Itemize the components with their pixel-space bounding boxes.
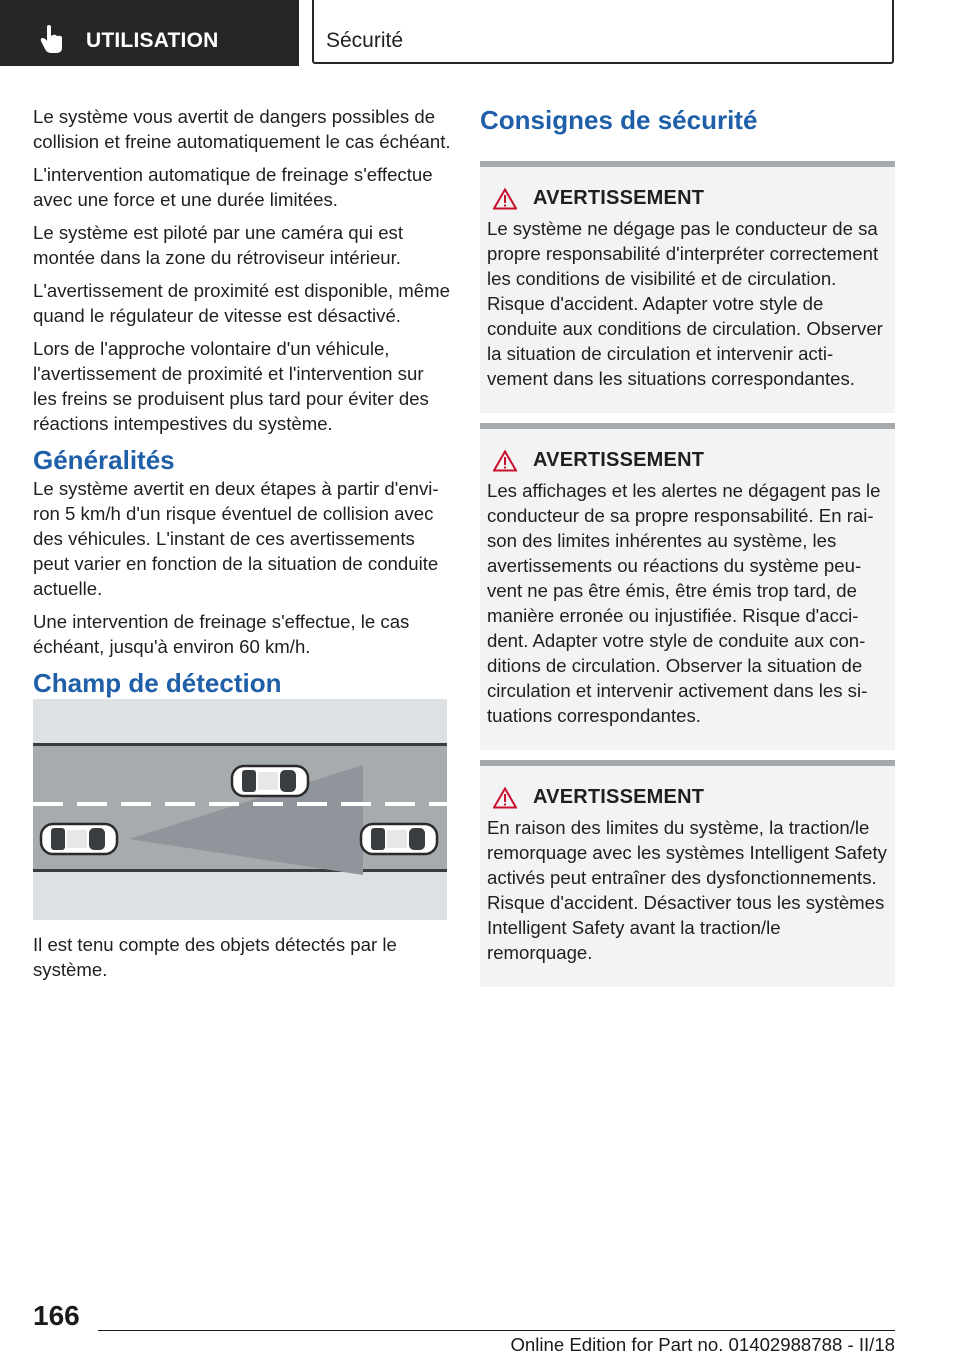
edition-note: Online Edition for Part no. 01402988788 - II/18 [510,1334,895,1355]
paragraph: Une intervention de freinage s'effectue, le cas échéant, jusqu'à environ 60 km/h. [33,611,410,657]
warning-text: Le système ne dégage pas le conducteur de sa propre responsabilité d'interpréter correctement les conditions de visibilité et de circulation. Risque d'accident. Adapter votre style de conduite aux conditions de circulation. Observer la situation de circulation et intervenir activement dans les situations correspondantes. [487,218,883,389]
footer-rule [98,1330,895,1331]
paragraph: Le système vous avertit de dangers possibles de collision et freine automatiquement le cas échéant. [33,106,451,152]
warning-title: AVERTISSEMENT [533,187,705,209]
page-header [0,0,960,68]
chapter-title: Sécurité [326,29,404,52]
warning-title: AVERTISSEMENT [533,449,705,471]
paragraph: Le système est piloté par une caméra qui est montée dans la zone du rétroviseur intérieur. [33,222,404,268]
car-icon [41,824,117,854]
warning-box [480,161,895,413]
warning-triangle-icon [493,188,517,210]
warning-triangle-icon [493,787,517,809]
right-column [480,104,895,997]
warning-box [480,760,895,987]
paragraph: L'intervention automatique de freinage s'effectue avec une force et une durée limitées. [33,164,433,210]
heading-general: Généralités [33,445,175,475]
section-title: UTILISATION [86,29,219,52]
page-number: 166 [33,1300,80,1331]
chapter-tab [312,0,894,64]
warning-box [480,423,895,750]
warning-text: Les affichages et les alertes ne dégagent pas le conducteur de sa propre responsabilité. En raison des limites inhérentes au système, les avertissements ou réactions du système peuvent ne pas être émis, être émis trop tard, de manière erronée ou injustifiée. Risque d'accident. Adapter votre style de conduite aux conditions de circulation. Observer la situation de circulation et intervenir activement dans les situations correspondantes. [487,480,881,726]
warning-text: En raison des limites du système, la traction/le remorquage avec les systèmes Intelligent Safety activés peut entraîner des dysfonctionnements. Risque d'accident. Désactiver tous les systèmes Intelligent Safety avant la traction/le remorquage. [487,817,887,963]
paragraph: Lors de l'approche volontaire d'un véhicule, l'avertissement de proximité et l'intervention sur les freins se produisent plus tard pour éviter des réactions intempestives du système. [33,338,429,434]
road-diagram [33,699,447,920]
section-tab [0,0,299,66]
car-icon [232,766,308,796]
paragraph: L'avertissement de proximité est disponible, même quand le régulateur de vitesse est désactivé. [33,280,450,326]
figure-caption: Il est tenu compte des objets détectés par le système. [33,934,397,980]
warning-title: AVERTISSEMENT [533,786,705,808]
car-icon [361,824,437,854]
heading-safety: Consignes de sécurité [480,105,758,135]
left-column [33,104,451,990]
paragraph: Le système avertit en deux étapes à partir d'environ 5 km/h d'un risque éventuel de collision avec des véhicules. L'instant de ces avertissements peut varier en fonction de la situation de conduite actuelle. [33,478,439,599]
heading-detection-field: Champ de détection [33,668,282,698]
hand-pointer-icon [40,24,66,54]
warning-triangle-icon [493,450,517,472]
detection-field-illustration [33,699,447,920]
